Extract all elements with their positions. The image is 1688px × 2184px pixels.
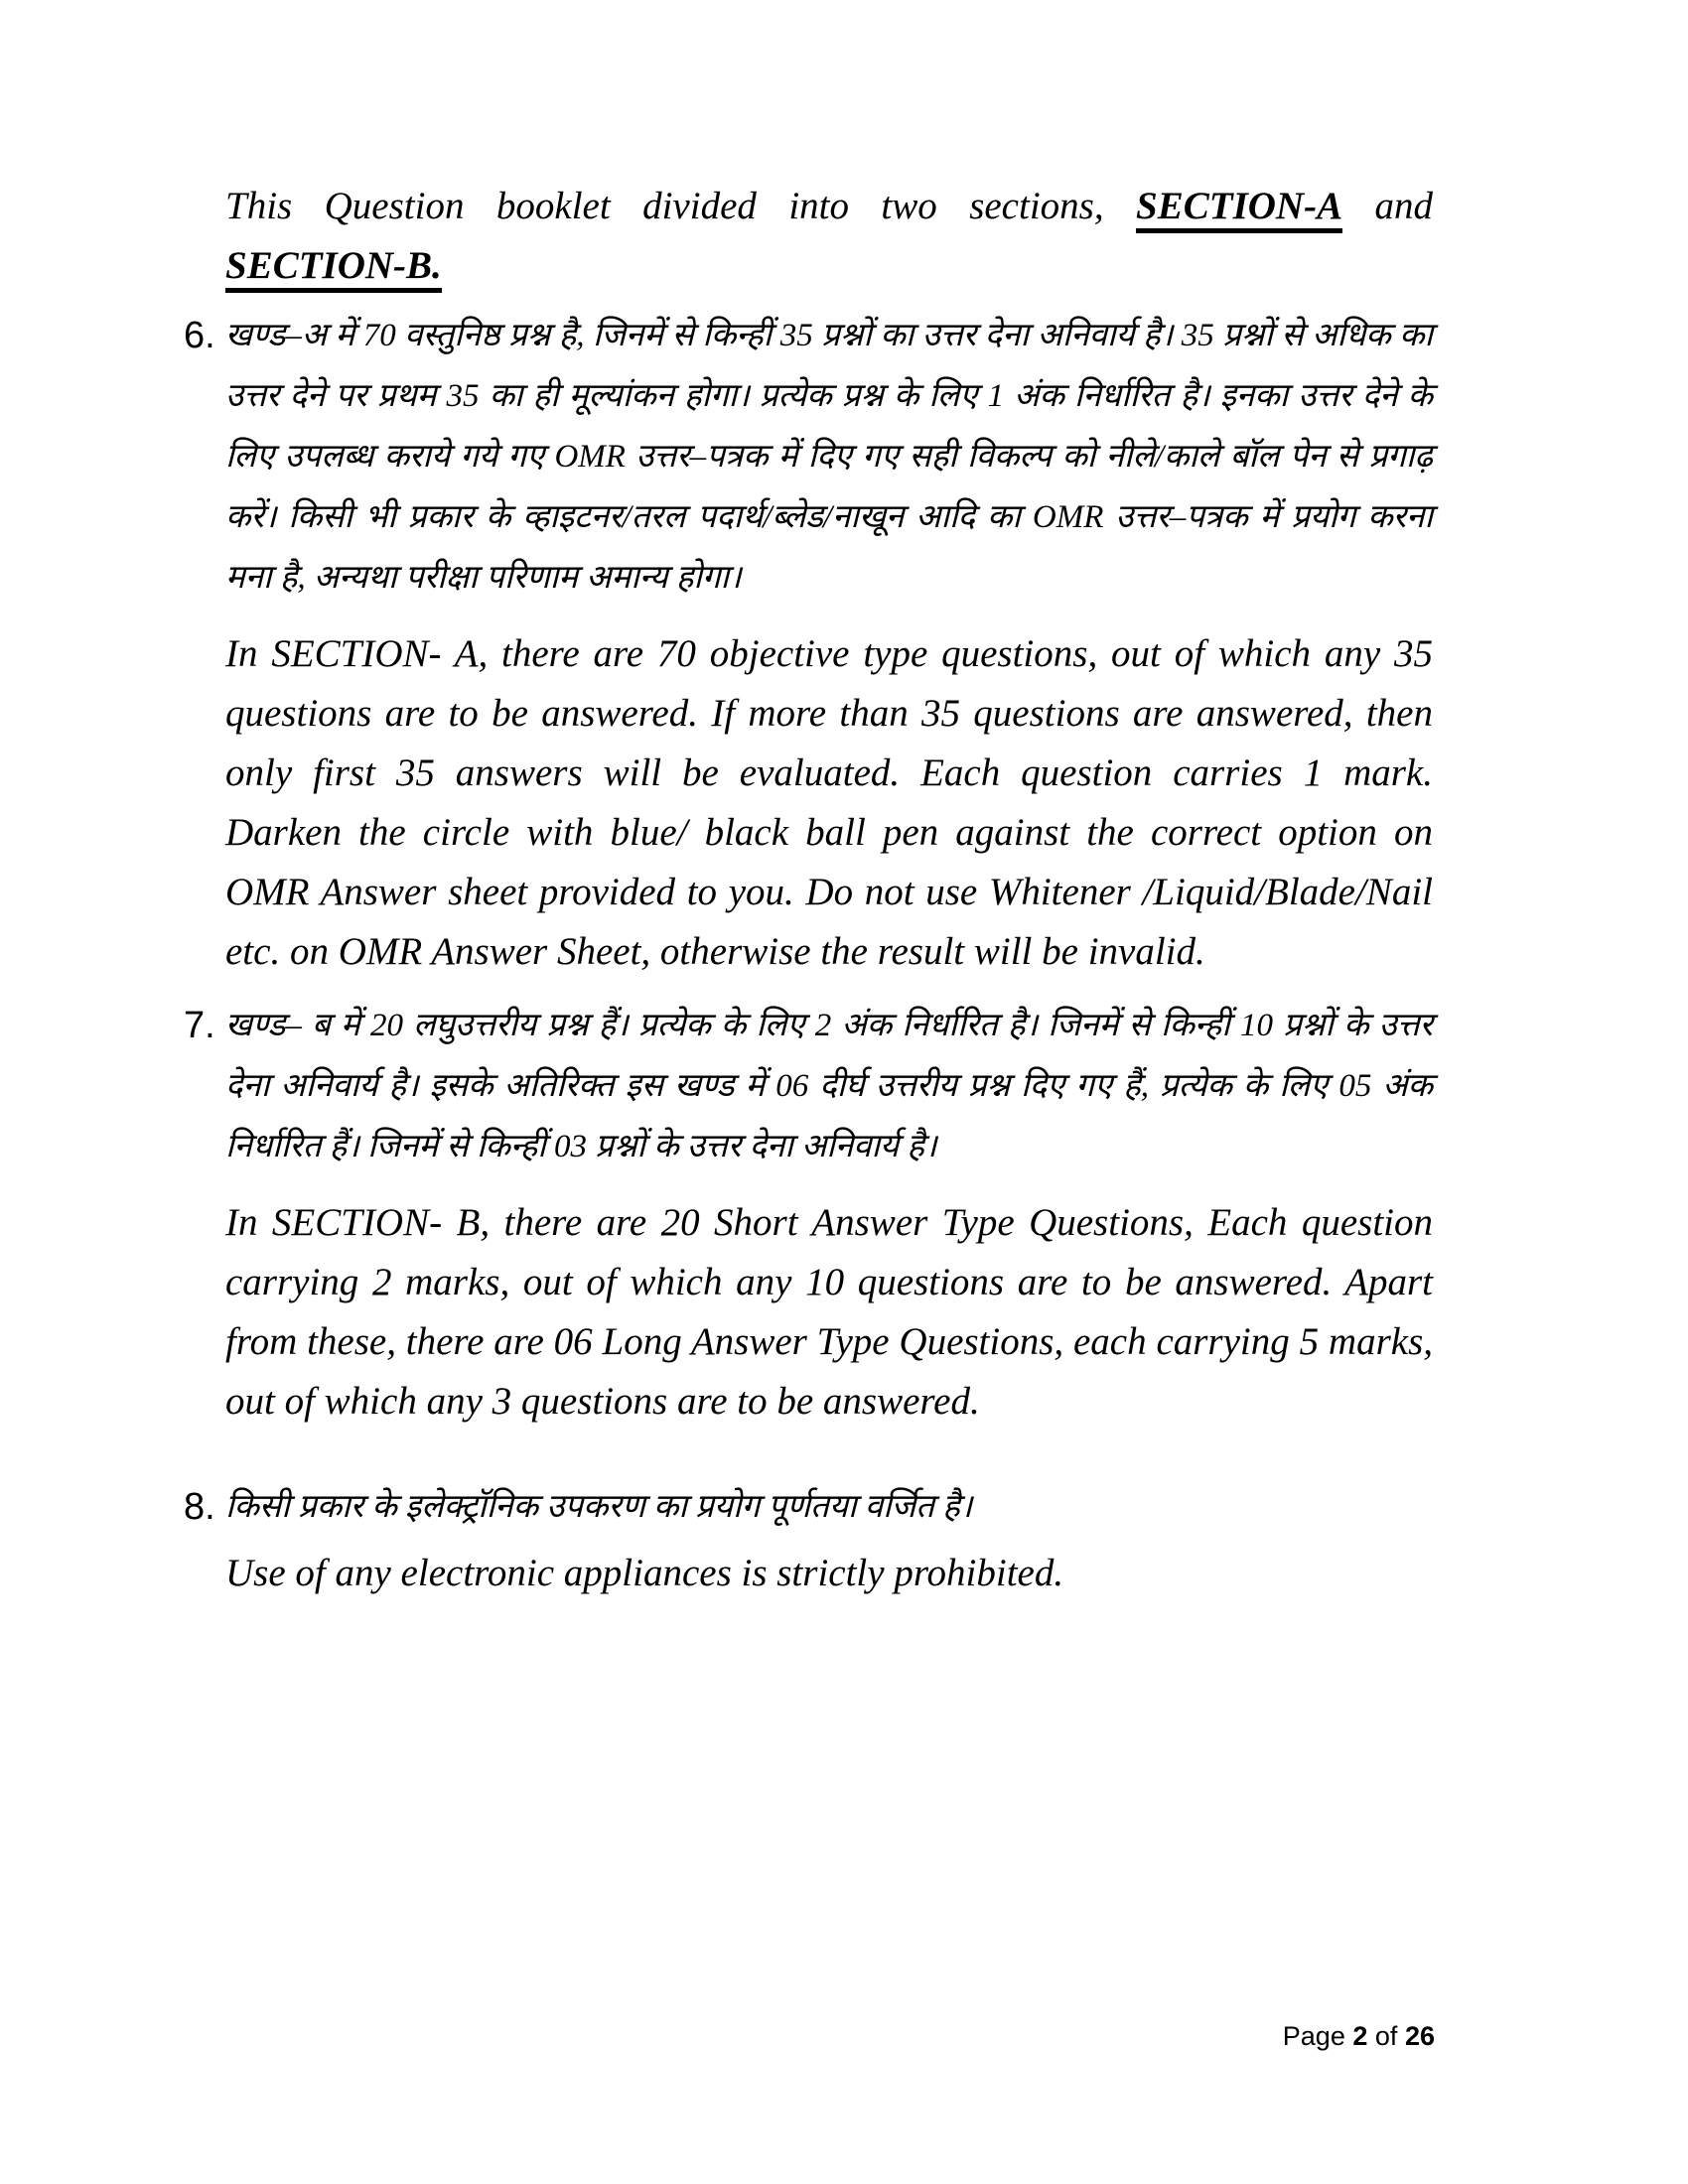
item-number-8: 8. xyxy=(184,1486,215,1528)
section-b-ref: SECTION-B. xyxy=(225,244,442,293)
hindi-instruction-6: खण्ड–अ में 70 वस्तुनिष्ठ प्रश्न है, जिनमें से किन्हीं 35 प्रश्नों का उत्तर देना अनिवार्य है। 35 प्रश्नों से अधिक का उत्तर देने पर प्रथम 35 का ही मूल्यांकन होगा। प्रत्येक प्रश्न के लिए 1 अंक निर्धारित है। इनका उत्तर देने के लिए उपलब्ध कराये गये गए OMR उत्तर–पत्रक में दिए गए सही विकल्प को नीले/काले बॉल पेन से प्रगाढ़ करें। किसी भी प्रकार के व्हाइटनर/तरल पदार्थ/ब्लेड/नाखून आदि का OMR उत्तर–पत्रक में प्रयोग करना मना है, अन्यथा परीक्षा परिणाम अमान्य होगा। xyxy=(225,318,1433,596)
section-a-ref: SECTION-A xyxy=(1136,185,1342,233)
intro-conjunction-text: and xyxy=(1342,185,1434,227)
instructions-content xyxy=(184,177,1433,1603)
footer-space-2 xyxy=(1367,2021,1375,2051)
hindi-instruction-8: किसी प्रकार के इलेक्ट्रॉनिक उपकरण का प्रयोग पूर्णतया वर्जित है। xyxy=(225,1489,973,1525)
item-body-6 xyxy=(225,306,1433,982)
instruction-item-6 xyxy=(184,306,1433,982)
item-number-7: 7. xyxy=(184,1005,215,1046)
hindi-instruction-7: खण्ड– ब में 20 लघुउत्तरीय प्रश्न हैं। प्रत्येक के लिए 2 अंक निर्धारित है। जिनमें से किन्हीं 10 प्रश्नों के उत्तर देना अनिवार्य है। इसके अतिरिक्त इस खण्ड में 06 दीर्घ उत्तरीय प्रश्न दिए गए हैं, प्रत्येक के लिए 05 अंक निर्धारित हैं। जिनमें से किन्हीं 03 प्रश्नों के उत्तर देना अनिवार्य है। xyxy=(225,1008,1433,1164)
instruction-item-8 xyxy=(184,1477,1433,1603)
footer-current-page: 2 xyxy=(1352,2021,1368,2051)
english-instruction-8: Use of any electronic appliances is strictly prohibited. xyxy=(225,1552,1064,1594)
intro-lead-text: This Question booklet divided into two sections, xyxy=(225,185,1137,227)
page-footer xyxy=(1283,2019,1435,2053)
footer-total-pages: 26 xyxy=(1404,2021,1435,2051)
footer-space-3 xyxy=(1397,2021,1405,2051)
item-body-7 xyxy=(225,996,1433,1432)
footer-page-label: Page xyxy=(1282,2021,1345,2051)
english-instruction-7: In SECTION- B, there are 20 Short Answer Type Questions, Each question carrying 2 marks, out of which any 10 questions are to be answered. Apart from these, there are 06 Long Answer Type Questions, each carrying 5 marks, out of which any 3 questions are to be answered. xyxy=(225,1201,1433,1423)
footer-of-label: of xyxy=(1374,2021,1398,2051)
english-instruction-6: In SECTION- A, there are 70 objective type questions, out of which any 35 questions are to be answered. If more than 35 questions are answered, then only first 35 answers will be evaluated. Each question carries 1 mark. Darken the circle with blue/ black ball pen against the correct option on OMR Answer sheet provided to you. Do not use Whitener /Liquid/Blade/Nail etc. on OMR Answer Sheet, otherwise the result will be invalid. xyxy=(225,632,1433,973)
intro-paragraph xyxy=(225,177,1433,296)
instruction-item-7 xyxy=(184,996,1433,1432)
item-number-6: 6. xyxy=(184,315,215,356)
item-body-8 xyxy=(225,1477,1433,1603)
